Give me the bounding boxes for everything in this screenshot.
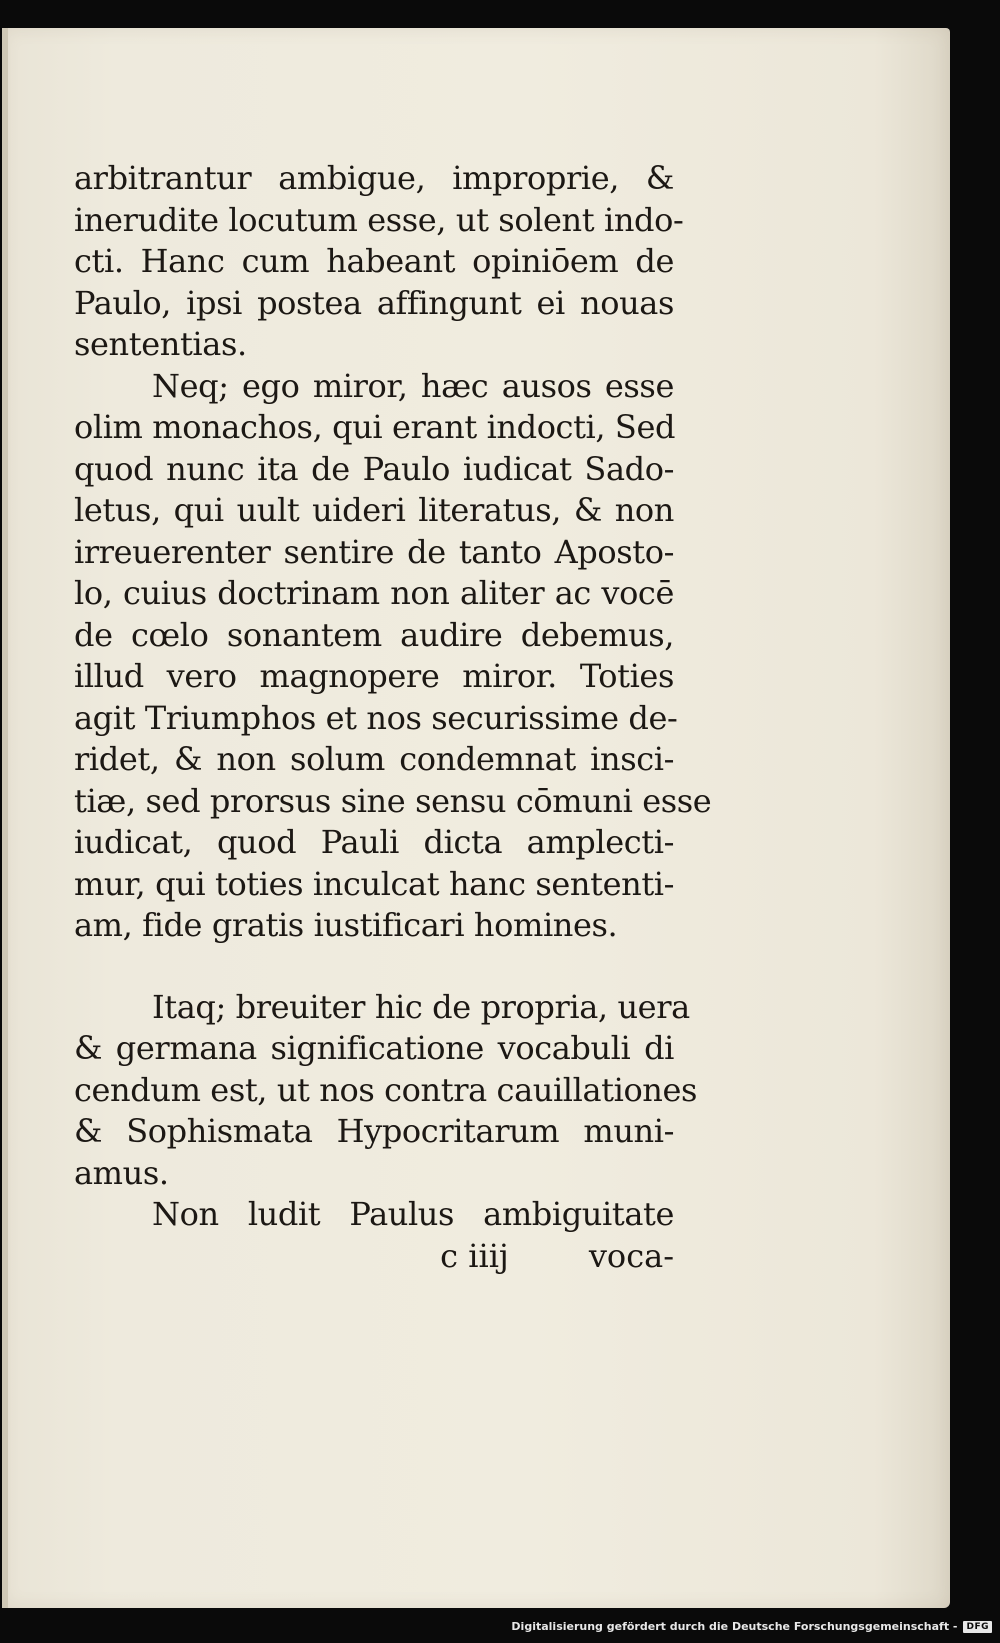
catchword: voca- bbox=[588, 1236, 674, 1275]
text-line: olim monachos, qui erant indocti, Sed bbox=[74, 408, 676, 446]
dfg-logo-icon: DFG bbox=[963, 1621, 992, 1633]
page-text bbox=[74, 158, 712, 1277]
page-footer-line bbox=[74, 1236, 674, 1278]
text-line: mur, qui toties inculcat hanc sententi- bbox=[74, 864, 675, 903]
text-line: inerudite locutum esse, ut solent indo- bbox=[74, 200, 684, 239]
text-line: iudicat, quod Pauli dicta amplecti- bbox=[74, 823, 674, 861]
text-line: cti. Hanc cum habeant opiniōem de bbox=[74, 242, 674, 280]
text-line: am, fide gratis iustificari homines. bbox=[74, 906, 618, 944]
text-line: amus. bbox=[74, 1153, 169, 1192]
text-line: tiæ, sed prorsus sine sensu cōmuni esse bbox=[74, 781, 712, 820]
text-line: ridet, & non solum condemnat insci- bbox=[74, 740, 674, 778]
text-line: lo, cuius doctrinam non aliter ac vocē bbox=[74, 574, 674, 612]
funding-banner bbox=[511, 1620, 992, 1633]
text-line: Non ludit Paulus ambiguitate bbox=[152, 1195, 674, 1233]
text-line: quod nunc ita de Paulo iudicat Sado- bbox=[74, 449, 674, 488]
text-line: illud vero magnopere miror. Toties bbox=[74, 657, 674, 695]
text-line: & germana significatione vocabuli di bbox=[74, 1029, 674, 1067]
text-line: cendum est, ut nos contra cauillationes bbox=[74, 1070, 698, 1109]
text-line: sententias. bbox=[74, 325, 247, 363]
text-line: agit Triumphos et nos securissime de- bbox=[74, 698, 678, 737]
text-line: Neq; ego miror, hæc ausos esse bbox=[152, 366, 674, 405]
book-page bbox=[2, 28, 950, 1608]
text-line: & Sophismata Hypocritarum muni- bbox=[74, 1112, 674, 1150]
text-line: de cœlo sonantem audire debemus, bbox=[74, 615, 674, 654]
text-line: irreuerenter sentire de tanto Aposto- bbox=[74, 532, 674, 571]
signature-mark: c iiij bbox=[440, 1236, 509, 1275]
funding-text: Digitalisierung gefördert durch die Deutsche Forschungsgemeinschaft - bbox=[511, 1620, 958, 1633]
text-line: Itaq; breuiter hic de propria, uera bbox=[152, 987, 690, 1026]
paragraph-gap bbox=[74, 947, 674, 987]
text-line: letus, qui uult uideri literatus, & non bbox=[74, 491, 674, 529]
text-line: arbitrantur ambigue, improprie, & bbox=[74, 159, 674, 197]
text-line: Paulo, ipsi postea affingunt ei nouas bbox=[74, 283, 674, 322]
